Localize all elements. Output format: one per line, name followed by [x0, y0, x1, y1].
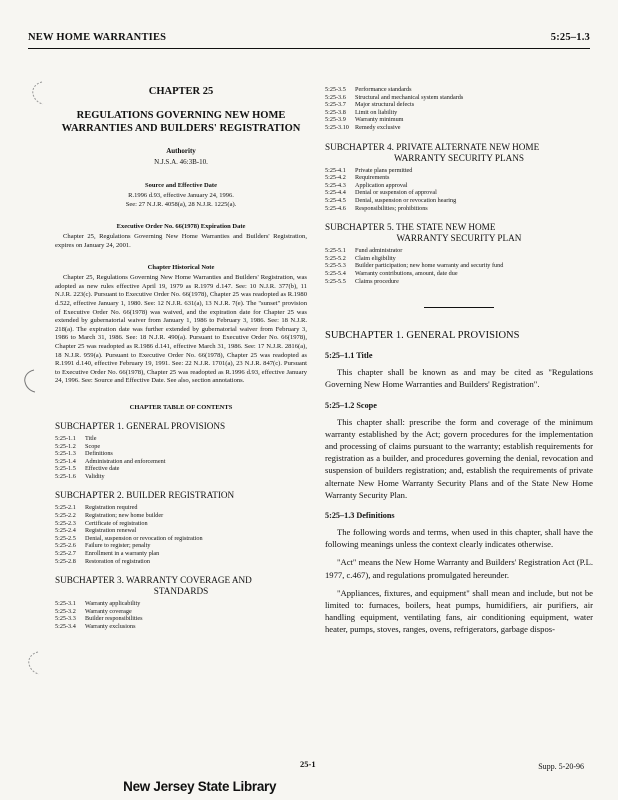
exec-order-heading: Executive Order No. 66(1978) Expiration Date [116, 223, 246, 230]
toc-entry: 5:25-3.6 Structural and mechanical system standards [325, 93, 464, 101]
toc-entry: 5:25-1.2 Scope [55, 442, 101, 450]
header-title: NEW HOME WARRANTIES [28, 32, 167, 43]
section-1-3-text: The following words and terms, when used in this chapter, shall have the following meanings unless the context clearly indicates otherwise. [325, 526, 593, 550]
toc-subchapter-5-list [325, 247, 593, 285]
toc-subchapter-5-heading: SUBCHAPTER 5. THE STATE NEW HOME WARRANTY SECURITY PLAN [325, 222, 522, 244]
toc-entry: 5:25-1.5 Effective date [55, 465, 120, 473]
toc-entry: 5:25-4.4 Denial or suspension of approval [325, 189, 437, 197]
supplement-date: Supp. 5-20-96 [538, 762, 584, 771]
toc-entry: 5:25-3.1 Warranty applicability [55, 600, 141, 608]
punch-hole-icon [30, 80, 46, 106]
toc-entry: 5:25-3.5 Performance standards [325, 86, 412, 93]
toc-entry: 5:25-3.8 Limit on liability [325, 108, 398, 116]
toc-entry: 5:25-5.4 Warranty contributions, amount, date due [325, 269, 458, 277]
toc-entry: 5:25-1.1 Title [55, 434, 97, 442]
toc-entry: 5:25-4.2 Requirements [325, 174, 390, 182]
chapter-title: REGULATIONS GOVERNING NEW HOME WARRANTIES AND BUILDERS' REGISTRATION [61, 110, 301, 134]
toc-entry: 5:25-2.5 Denial, suspension or revocation of registration [55, 534, 203, 542]
toc-entry: 5:25-5.1 Fund administrator [325, 247, 403, 255]
punch-hole-icon [22, 368, 38, 394]
section-1-2-heading: 5:25–1.2 Scope [325, 400, 377, 410]
toc-entry: 5:25-2.2 Registration; new home builder [55, 512, 164, 520]
toc-entry: 5:25-2.1 Registration required [55, 504, 138, 512]
toc-entry: 5:25-2.6 Failure to register; penalty [55, 542, 151, 550]
page-number: 25-1 [300, 759, 316, 769]
authority-text: N.J.S.A. 46:3B-10. [154, 158, 208, 166]
toc-entry: 5:25-2.3 Certificate of registration [55, 519, 148, 527]
toc-entry: 5:25-5.5 Claims procedure [325, 277, 399, 285]
toc-subchapter-3-list-part-2 [325, 86, 593, 132]
toc-subchapter-3-heading: SUBCHAPTER 3. WARRANTY COVERAGE AND STANDARDS [55, 575, 252, 597]
toc-entry: 5:25-3.10 Remedy exclusive [325, 123, 401, 131]
toc-entry: 5:25-4.3 Application approval [325, 181, 408, 189]
historical-note-text: Chapter 25, Regulations Governing New Home Warranties and Builders' Registration, was adopted as new rules effective April 19, 1979 as R.1979 d.147. See: 10 N.J.R. 377(b), 11 N.J.R. 223(c). Pursuant to Executive Order No. 66(1978), Chapter 25 was readopted as R.1980 d.522, effective January 1, 1980. See: 12 N.J.R. 631(a), 13 N.J.R. 7(e). The "sunset" provision of Executive Order No. 66(1978) was waived, and the expiration date for Chapter 25 was extended by gubernatorial waiver from January 1, 1986 to February 3, 1986. See: 18 N.J.R. 218(a). The expiration date was further extended by gubernatorial waiver from February 3, 1986 to March 31, 1986. See: 18 N.J.R. 490(a). Pursuant to Executive Order No. 66(1978), Chapter 25 was readopted as R.1986 d.141, effective March 31, 1986. See: 17 N.J.R. 2816(a), 18 N.J.R. 959(a). Pursuant to Executive Order No. 66(1978), Chapter 25 was readopted as R.1991 d.140, effective February 19, 1991. See: 22 N.J.R. 1701(a), 23 N.J.R. 847(c). Pursuant to Executive Order No. 66(1978), Chapter 25 was readopted as R.1996 d.93, effective January 24, 1996. See: Source and Effective Date. See also, section annotations. [55, 274, 307, 385]
source-line-1: R.1996 d.93, effective January 24, 1996. [128, 192, 234, 199]
section-1-1-text: This chapter shall be known as and may be cited as "Regulations Governing New Home Warranties and Builders' Registration". [325, 367, 593, 390]
toc-entry: 5:25-5.2 Claim eligibility [325, 254, 396, 262]
toc-entry: 5:25-1.4 Administration and enforcement [55, 457, 166, 465]
toc-entry: 5:25-1.6 Validity [55, 472, 105, 480]
toc-subchapter-2-list [55, 504, 307, 565]
toc-entry: 5:25-4.1 Private plans permitted [325, 166, 413, 174]
toc-entry: 5:25-4.5 Denial, suspension or revocation hearing [325, 196, 457, 204]
authority-heading: Authority [166, 147, 196, 155]
toc-subchapter-4-list [325, 167, 593, 213]
right-column [325, 86, 593, 636]
definition-appliances: "Appliances, fixtures, and equipment" shall mean and include, but not be limited to: furnaces, boilers, heat pumps, humidifiers, air purifiers, air handling equipment, ventilating fans, air conditioning equipment, water heater, pumps, stoves, ranges, ovens, refrigerators, garbage dispos- [325, 587, 593, 635]
library-stamp: New Jersey State Library [123, 778, 277, 794]
header-section-number: 5:25–1.3 [550, 32, 590, 43]
toc-entry: 5:25-3.4 Warranty exclusions [55, 623, 136, 630]
toc-entry: 5:25-3.9 Warranty minimum [325, 116, 404, 124]
toc-entry: 5:25-1.3 Definitions [55, 450, 113, 458]
chapter-number: CHAPTER 25 [148, 86, 214, 97]
toc-entry: 5:25-2.4 Registration renewal [55, 527, 137, 535]
toc-entry: 5:25-3.2 Warranty coverage [55, 607, 132, 615]
toc-subchapter-1-heading: SUBCHAPTER 1. GENERAL PROVISIONS [55, 420, 226, 431]
toc-subchapter-3-list-part-1 [55, 600, 307, 630]
section-1-3-heading: 5:25–1.3 Definitions [325, 510, 395, 520]
toc-entry: 5:25-2.7 Enrollment in a warranty plan [55, 550, 160, 558]
source-line-2: See: 27 N.J.R. 4058(a), 28 N.J.R. 1225(a). [125, 200, 237, 208]
toc-subchapter-2-heading: SUBCHAPTER 2. BUILDER REGISTRATION [55, 490, 235, 501]
exec-order-text: Chapter 25, Regulations Governing New Home Warranties and Builders' Registration, expires on January 24, 2001. [55, 233, 307, 249]
section-divider [424, 307, 494, 308]
section-1-1-heading: 5:25–1.1 Title [325, 351, 373, 361]
toc-entry: 5:25-3.7 Major structural defects [325, 101, 415, 109]
toc-subchapter-1-list [55, 435, 307, 481]
section-1-2-text: This chapter shall: prescribe the form and coverage of the minimum warranty established by the Act; govern procedures for the implementation and processing of claims pursuant to the warranty; establish requirements for registration as a builder, and procedures governing the denial, revocation and suspension of builders registration; and, establish the requirements of private alternate New Home Warranty Security Plans and of the State New Home Warranty Security Plan. [325, 416, 593, 500]
definition-act: "Act" means the New Home Warranty and Builders' Registration Act (P.L. 1977, c.467), and regulations promulgated hereunder. [325, 557, 593, 580]
toc-entry: 5:25-4.6 Responsibilities; prohibitions [325, 204, 428, 212]
toc-entry: 5:25-3.3 Builder responsibilities [55, 615, 143, 623]
toc-subchapter-4-heading: SUBCHAPTER 4. PRIVATE ALTERNATE NEW HOME WARRANTY SECURITY PLANS [325, 141, 540, 163]
subchapter-1-heading: SUBCHAPTER 1. GENERAL PROVISIONS [325, 330, 520, 342]
toc-entry: 5:25-5.3 Builder participation; new home warranty and security fund [325, 262, 504, 270]
historical-note-heading: Chapter Historical Note [147, 264, 215, 272]
left-column [55, 84, 307, 631]
source-heading: Source and Effective Date [145, 182, 217, 189]
punch-hole-icon [26, 650, 42, 676]
running-header [28, 30, 590, 49]
toc-entry: 5:25-2.8 Restoration of registration [55, 557, 150, 565]
toc-title: CHAPTER TABLE OF CONTENTS [129, 403, 233, 411]
